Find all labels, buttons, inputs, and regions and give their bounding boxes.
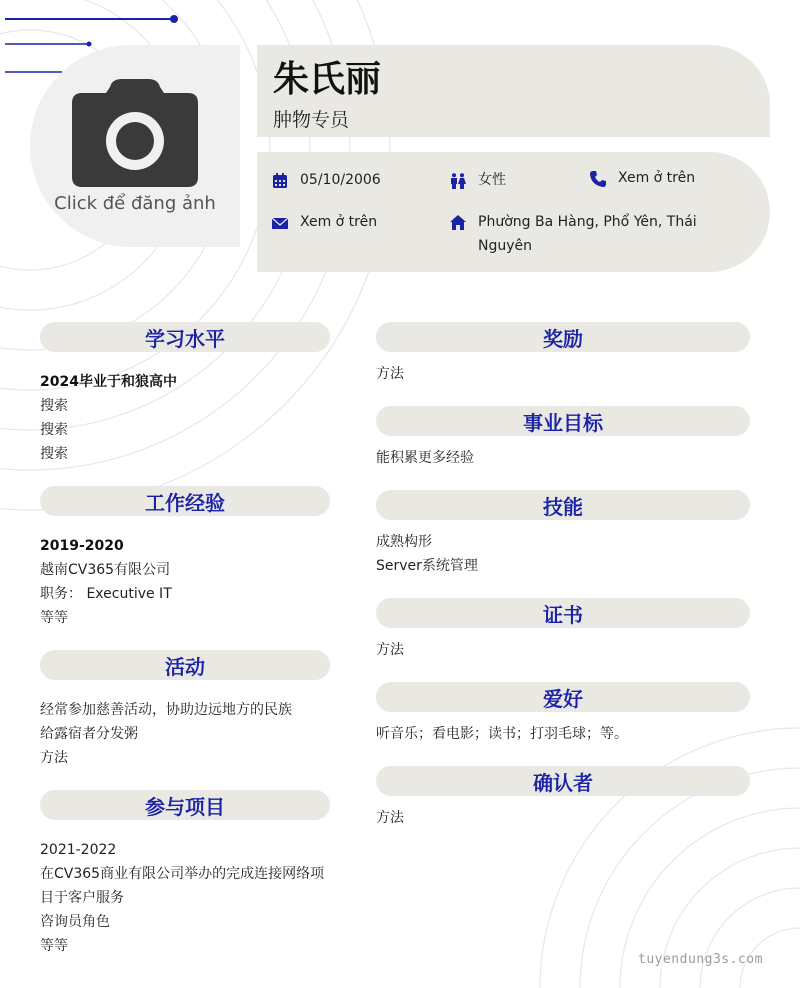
job-title[interactable]: 肿物专员 xyxy=(273,109,350,131)
skills-line[interactable]: Server系统管理 xyxy=(376,558,478,574)
experience-line[interactable]: 2019-2020 xyxy=(40,538,124,554)
home-icon xyxy=(450,215,466,231)
education-line[interactable]: 搜索 xyxy=(40,446,68,462)
skills-header: 技能 xyxy=(376,490,750,520)
awards-header: 奖励 xyxy=(376,322,750,352)
phone-icon xyxy=(590,171,606,187)
skills-line[interactable]: 成熟构形 xyxy=(376,534,432,550)
watermark: tuyendung3s.com xyxy=(638,952,763,967)
full-name[interactable]: 朱氏丽 xyxy=(273,59,382,100)
email-value[interactable]: Xem ở trên xyxy=(300,214,378,230)
experience-header: 工作经验 xyxy=(40,486,330,516)
address-line-1: Phường Ba Hàng, Phổ Yên, Thái xyxy=(478,214,697,230)
projects-header: 参与项目 xyxy=(40,790,330,820)
projects-line[interactable]: 2021-2022 xyxy=(40,842,117,858)
photo-upload-label: Click để đăng ảnh xyxy=(54,192,216,214)
address-line-2: Nguyên xyxy=(478,238,533,254)
mail-icon xyxy=(272,215,288,231)
phone-value[interactable]: Xem ở trên xyxy=(618,170,696,186)
education-line[interactable]: 搜索 xyxy=(40,398,68,414)
activities-header: 活动 xyxy=(40,650,330,680)
email-item xyxy=(272,214,377,234)
name-panel xyxy=(257,45,770,137)
calendar-icon xyxy=(272,173,288,189)
contact-panel xyxy=(257,152,770,272)
education-line[interactable]: 搜索 xyxy=(40,422,68,438)
projects-line[interactable]: 咨询员角色 xyxy=(40,914,110,930)
address-value[interactable] xyxy=(478,210,697,258)
photo-upload[interactable] xyxy=(30,45,240,247)
projects-line[interactable]: 等等 xyxy=(40,938,68,954)
birthday-value[interactable]: 05/10/2006 xyxy=(300,172,381,188)
gender-item xyxy=(450,172,506,192)
objective-header: 事业目标 xyxy=(376,406,750,436)
address-item xyxy=(450,214,697,258)
certificates-header: 证书 xyxy=(376,598,750,628)
birthday-item xyxy=(272,172,381,192)
references-line[interactable]: 方法 xyxy=(376,810,404,826)
gender-value[interactable]: 女性 xyxy=(478,172,506,188)
awards-line[interactable]: 方法 xyxy=(376,366,404,382)
objective-line[interactable]: 能积累更多经验 xyxy=(376,450,474,466)
activities-line[interactable]: 给露宿者分发粥 xyxy=(40,726,138,742)
references-header: 确认者 xyxy=(376,766,750,796)
education-header: 学习水平 xyxy=(40,322,330,352)
experience-line[interactable]: 等等 xyxy=(40,610,68,626)
projects-line[interactable]: 目于客户服务 xyxy=(40,890,124,906)
activities-line[interactable]: 经常参加慈善活动，协助边远地方的民族 xyxy=(40,702,292,718)
certificates-line[interactable]: 方法 xyxy=(376,642,404,658)
activities-line[interactable]: 方法 xyxy=(40,750,68,766)
education-line[interactable]: 2024毕业于和狼高中 xyxy=(40,374,177,390)
experience-line[interactable]: 职务： Executive IT xyxy=(40,586,172,602)
camera-icon xyxy=(72,79,198,187)
projects-line[interactable]: 在CV365商业有限公司举办的完成连接网络项 xyxy=(40,866,325,882)
experience-line[interactable]: 越南CV365有限公司 xyxy=(40,562,171,578)
hobbies-header: 爱好 xyxy=(376,682,750,712)
phone-item xyxy=(590,170,695,190)
hobbies-line[interactable]: 听音乐；看电影；读书；打羽毛球；等。 xyxy=(376,726,628,742)
gender-icon xyxy=(450,173,466,189)
